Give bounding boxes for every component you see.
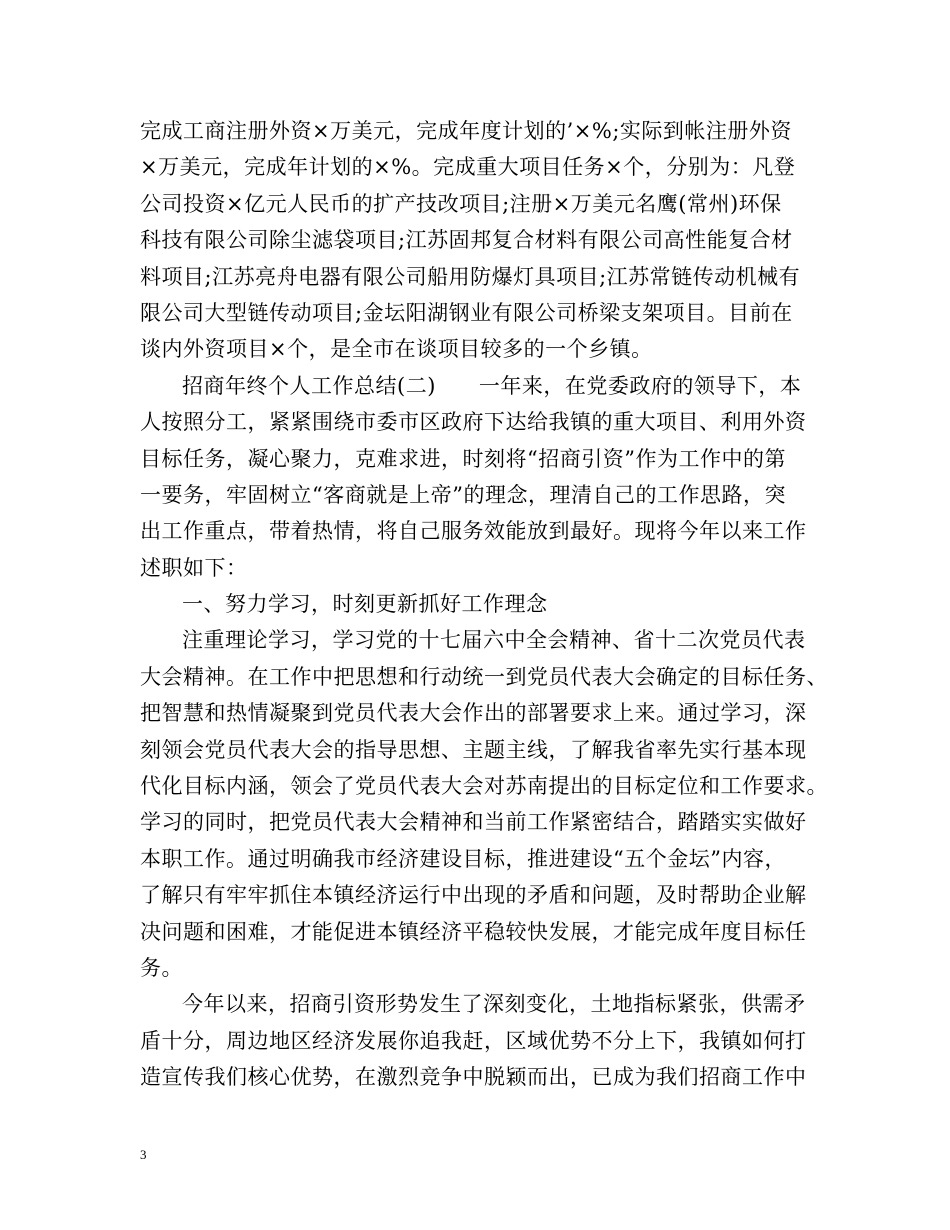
text-line: 料项目;江苏亮舟电器有限公司船用防爆灯具项目;江苏常链传动机械有: [140, 264, 801, 289]
text-line: 人按照分工，紧紧围绕市委市区政府下达给我镇的重大项目、利用外资: [140, 410, 807, 435]
text-line: 本职工作。通过明确我市经济建设目标，推进建设“五个金坛”内容，: [140, 846, 786, 871]
text-line: 学习的同时，把党员代表大会精神和当前工作紧密结合，踏踏实实做好: [140, 810, 807, 835]
text-line: 谈内外资项目×个，是全市在谈项目较多的一个乡镇。: [140, 337, 653, 362]
text-line: 出工作重点，带着热情，将自己服务效能放到最好。现将今年以来工作: [140, 519, 807, 544]
text-line: 了解只有牢牢抓住本镇经济运行中出现的矛盾和问题，及时帮助企业解: [140, 883, 807, 908]
text-line: 造宣传我们核心优势，在激烈竞争中脱颖而出，已成为我们招商工作中: [140, 1065, 807, 1090]
text-line: 注重理论学习，学习党的十七届六中全会精神、省十二次党员代表: [182, 628, 806, 653]
text-line: 刻领会党员代表大会的指导思想、主题主线，了解我省率先实行基本现: [140, 737, 807, 762]
text-line: 一要务，牢固树立“客商就是上帝”的理念，理清自己的工作思路，突: [140, 482, 786, 507]
text-line: 把智慧和热情凝聚到党员代表大会作出的部署要求上来。通过学习，深: [140, 701, 807, 726]
text-line: 公司投资×亿元人民币的扩产技改项目;注册×万美元名鹰(常州)环保: [140, 191, 782, 216]
text-line: 述职如下：: [140, 555, 248, 580]
text-line: 决问题和困难，才能促进本镇经济平稳较快发展，才能完成年度目标任: [140, 919, 807, 944]
text-line: 招商年终个人工作总结(二) 一年来，在党委政府的领导下，本: [182, 373, 802, 398]
text-line: 盾十分，周边地区经济发展你追我赶，区域优势不分上下，我镇如何打: [140, 1028, 807, 1053]
text-line: 一、努力学习，时刻更新抓好工作理念: [182, 592, 548, 617]
text-line: 代化目标内涵，领会了党员代表大会对苏南提出的目标定位和工作要求。: [140, 774, 828, 799]
page-number: 3: [140, 1147, 147, 1162]
text-line: 今年以来，招商引资形势发生了深刻变化，土地指标紧张，供需矛: [182, 992, 806, 1017]
text-line: 大会精神。在工作中把思想和行动统一到党员代表大会确定的目标任务、: [140, 664, 828, 689]
text-line: 务。: [140, 955, 183, 980]
text-line: 目标任务，凝心聚力，克难求进，时刻将“招商引资”作为工作中的第: [140, 446, 786, 471]
text-line: 完成工商注册外资×万美元，完成年度计划的’×%;实际到帐注册外资: [140, 119, 792, 143]
text-line: 限公司大型链传动项目;金坛阳湖钢业有限公司桥梁支架项目。目前在: [140, 300, 793, 325]
text-line: 科技有限公司除尘滤袋项目;江苏固邦复合材料有限公司高性能复合材: [140, 228, 793, 253]
text-line: ×万美元，完成年计划的×%。完成重大项目任务×个，分别为：凡登: [140, 155, 796, 180]
body-text: [140, 113, 828, 1096]
